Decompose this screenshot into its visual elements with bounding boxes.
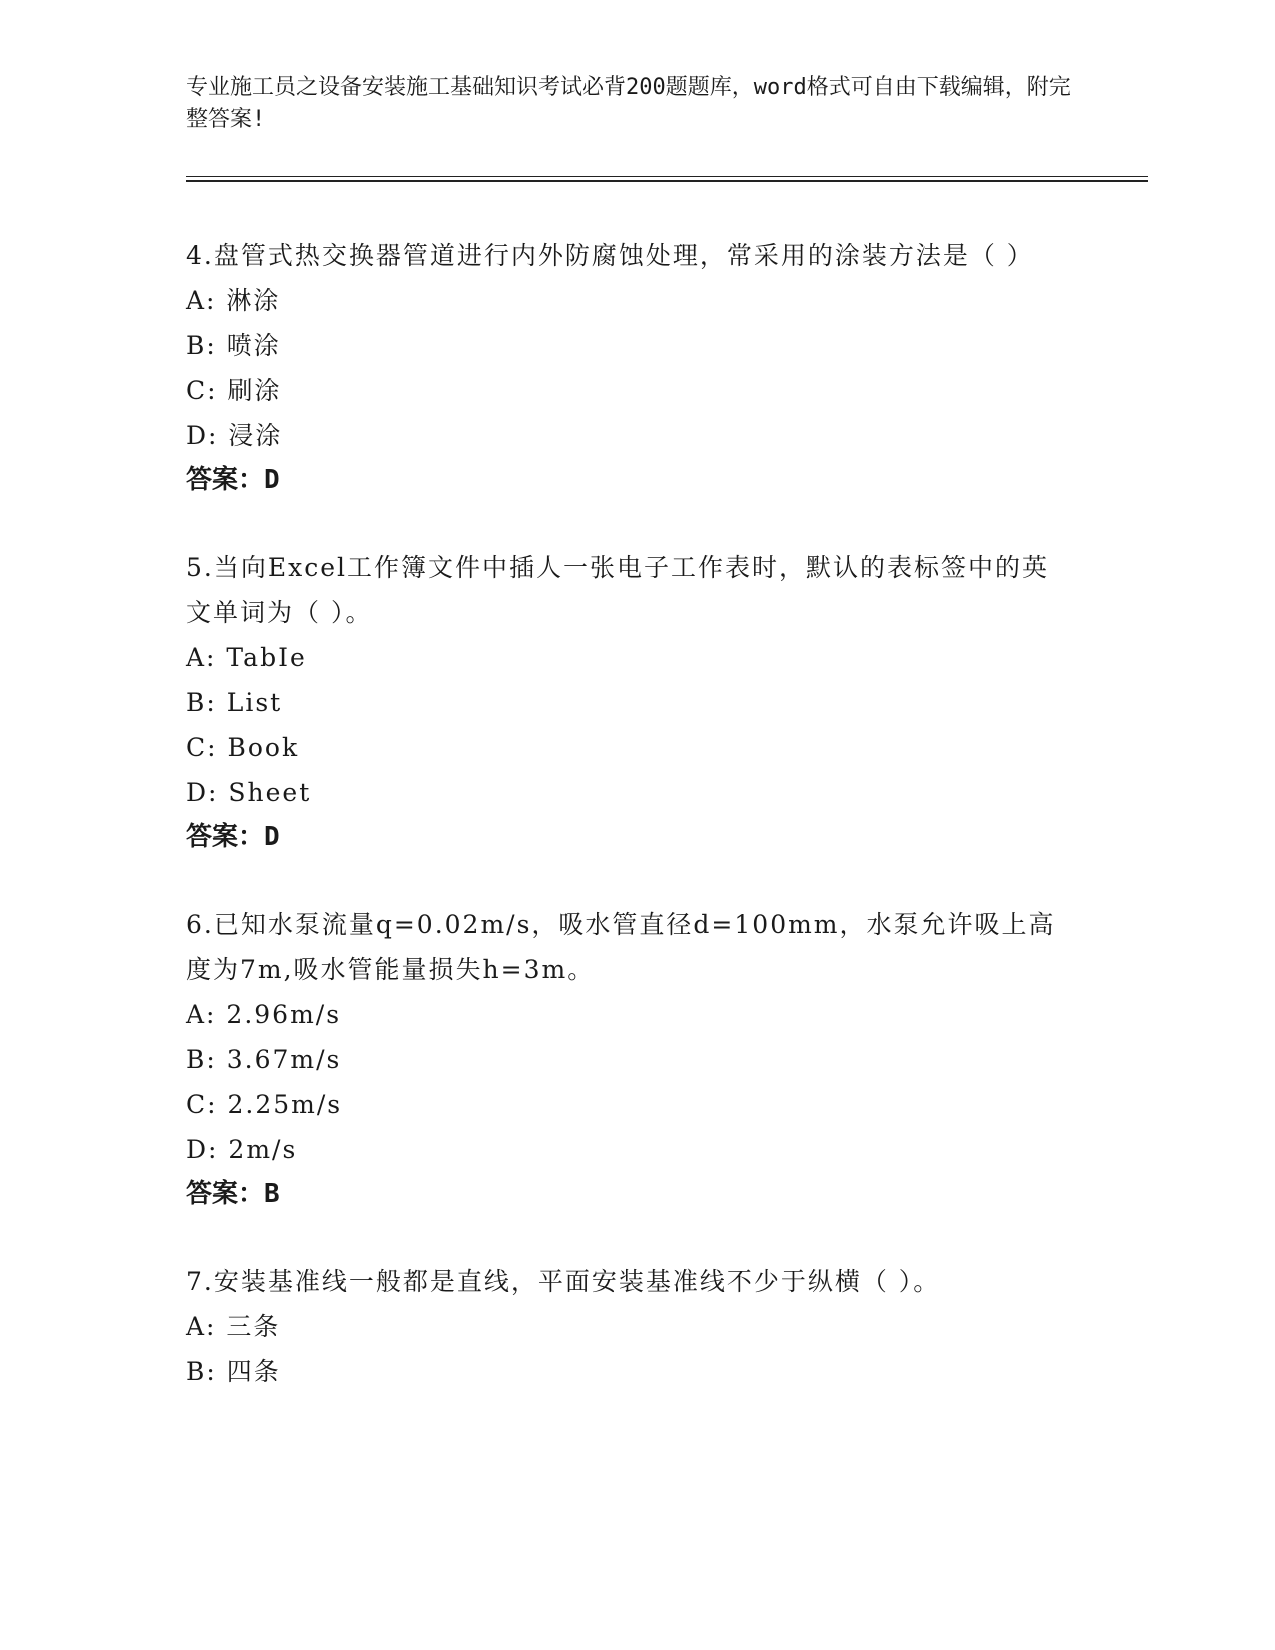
question-stem: 5.当向Excel工作簿文件中插人一张电子工作表时，默认的表标签中的英文单词为（ ）。	[186, 553, 1049, 627]
option-c: C: 刷涂	[186, 376, 282, 405]
option-d: D: 浸涂	[186, 421, 283, 450]
document-header: 专业施工员之设备安装施工基础知识考试必背200题题库，word格式可自由下载编辑，附完整答案!	[186, 75, 1071, 132]
question-stem: 4.盘管式热交换器管道进行内外防腐蚀处理，常采用的涂装方法是（ ）	[186, 241, 1034, 270]
question-list	[186, 233, 1066, 1436]
question-stem: 7.安装基准线一般都是直线，平面安装基准线不少于纵横（ ）。	[186, 1267, 941, 1296]
option-c: C: Book	[186, 733, 300, 762]
answer: 答案：D	[186, 822, 280, 852]
question-stem: 6.已知水泵流量q=0.02m/s，吸水管直径d=100mm，水泵允许吸上高度为7m,吸水管能量损失h=3m。	[186, 910, 1056, 984]
header-rule-thick	[186, 180, 1148, 182]
option-b: B: 喷涂	[186, 331, 281, 360]
option-a: A: 三条	[186, 1312, 281, 1341]
option-a: A: 2.96m/s	[186, 1000, 342, 1029]
option-b: B: 3.67m/s	[186, 1045, 342, 1074]
option-d: D: Sheet	[186, 778, 312, 807]
question-5	[186, 545, 1066, 860]
header-divider	[186, 176, 1148, 182]
answer: 答案：D	[186, 465, 280, 495]
option-a: A: TabIe	[186, 643, 307, 672]
option-c: C: 2.25m/s	[186, 1090, 343, 1119]
option-b: B: List	[186, 688, 283, 717]
question-6	[186, 902, 1066, 1217]
question-4	[186, 233, 1066, 503]
question-7	[186, 1259, 1066, 1394]
option-d: D: 2m/s	[186, 1135, 298, 1164]
option-a: A: 淋涂	[186, 286, 281, 315]
answer: 答案：B	[186, 1179, 280, 1209]
header-rule-thin	[186, 176, 1148, 177]
option-b: B: 四条	[186, 1357, 281, 1386]
